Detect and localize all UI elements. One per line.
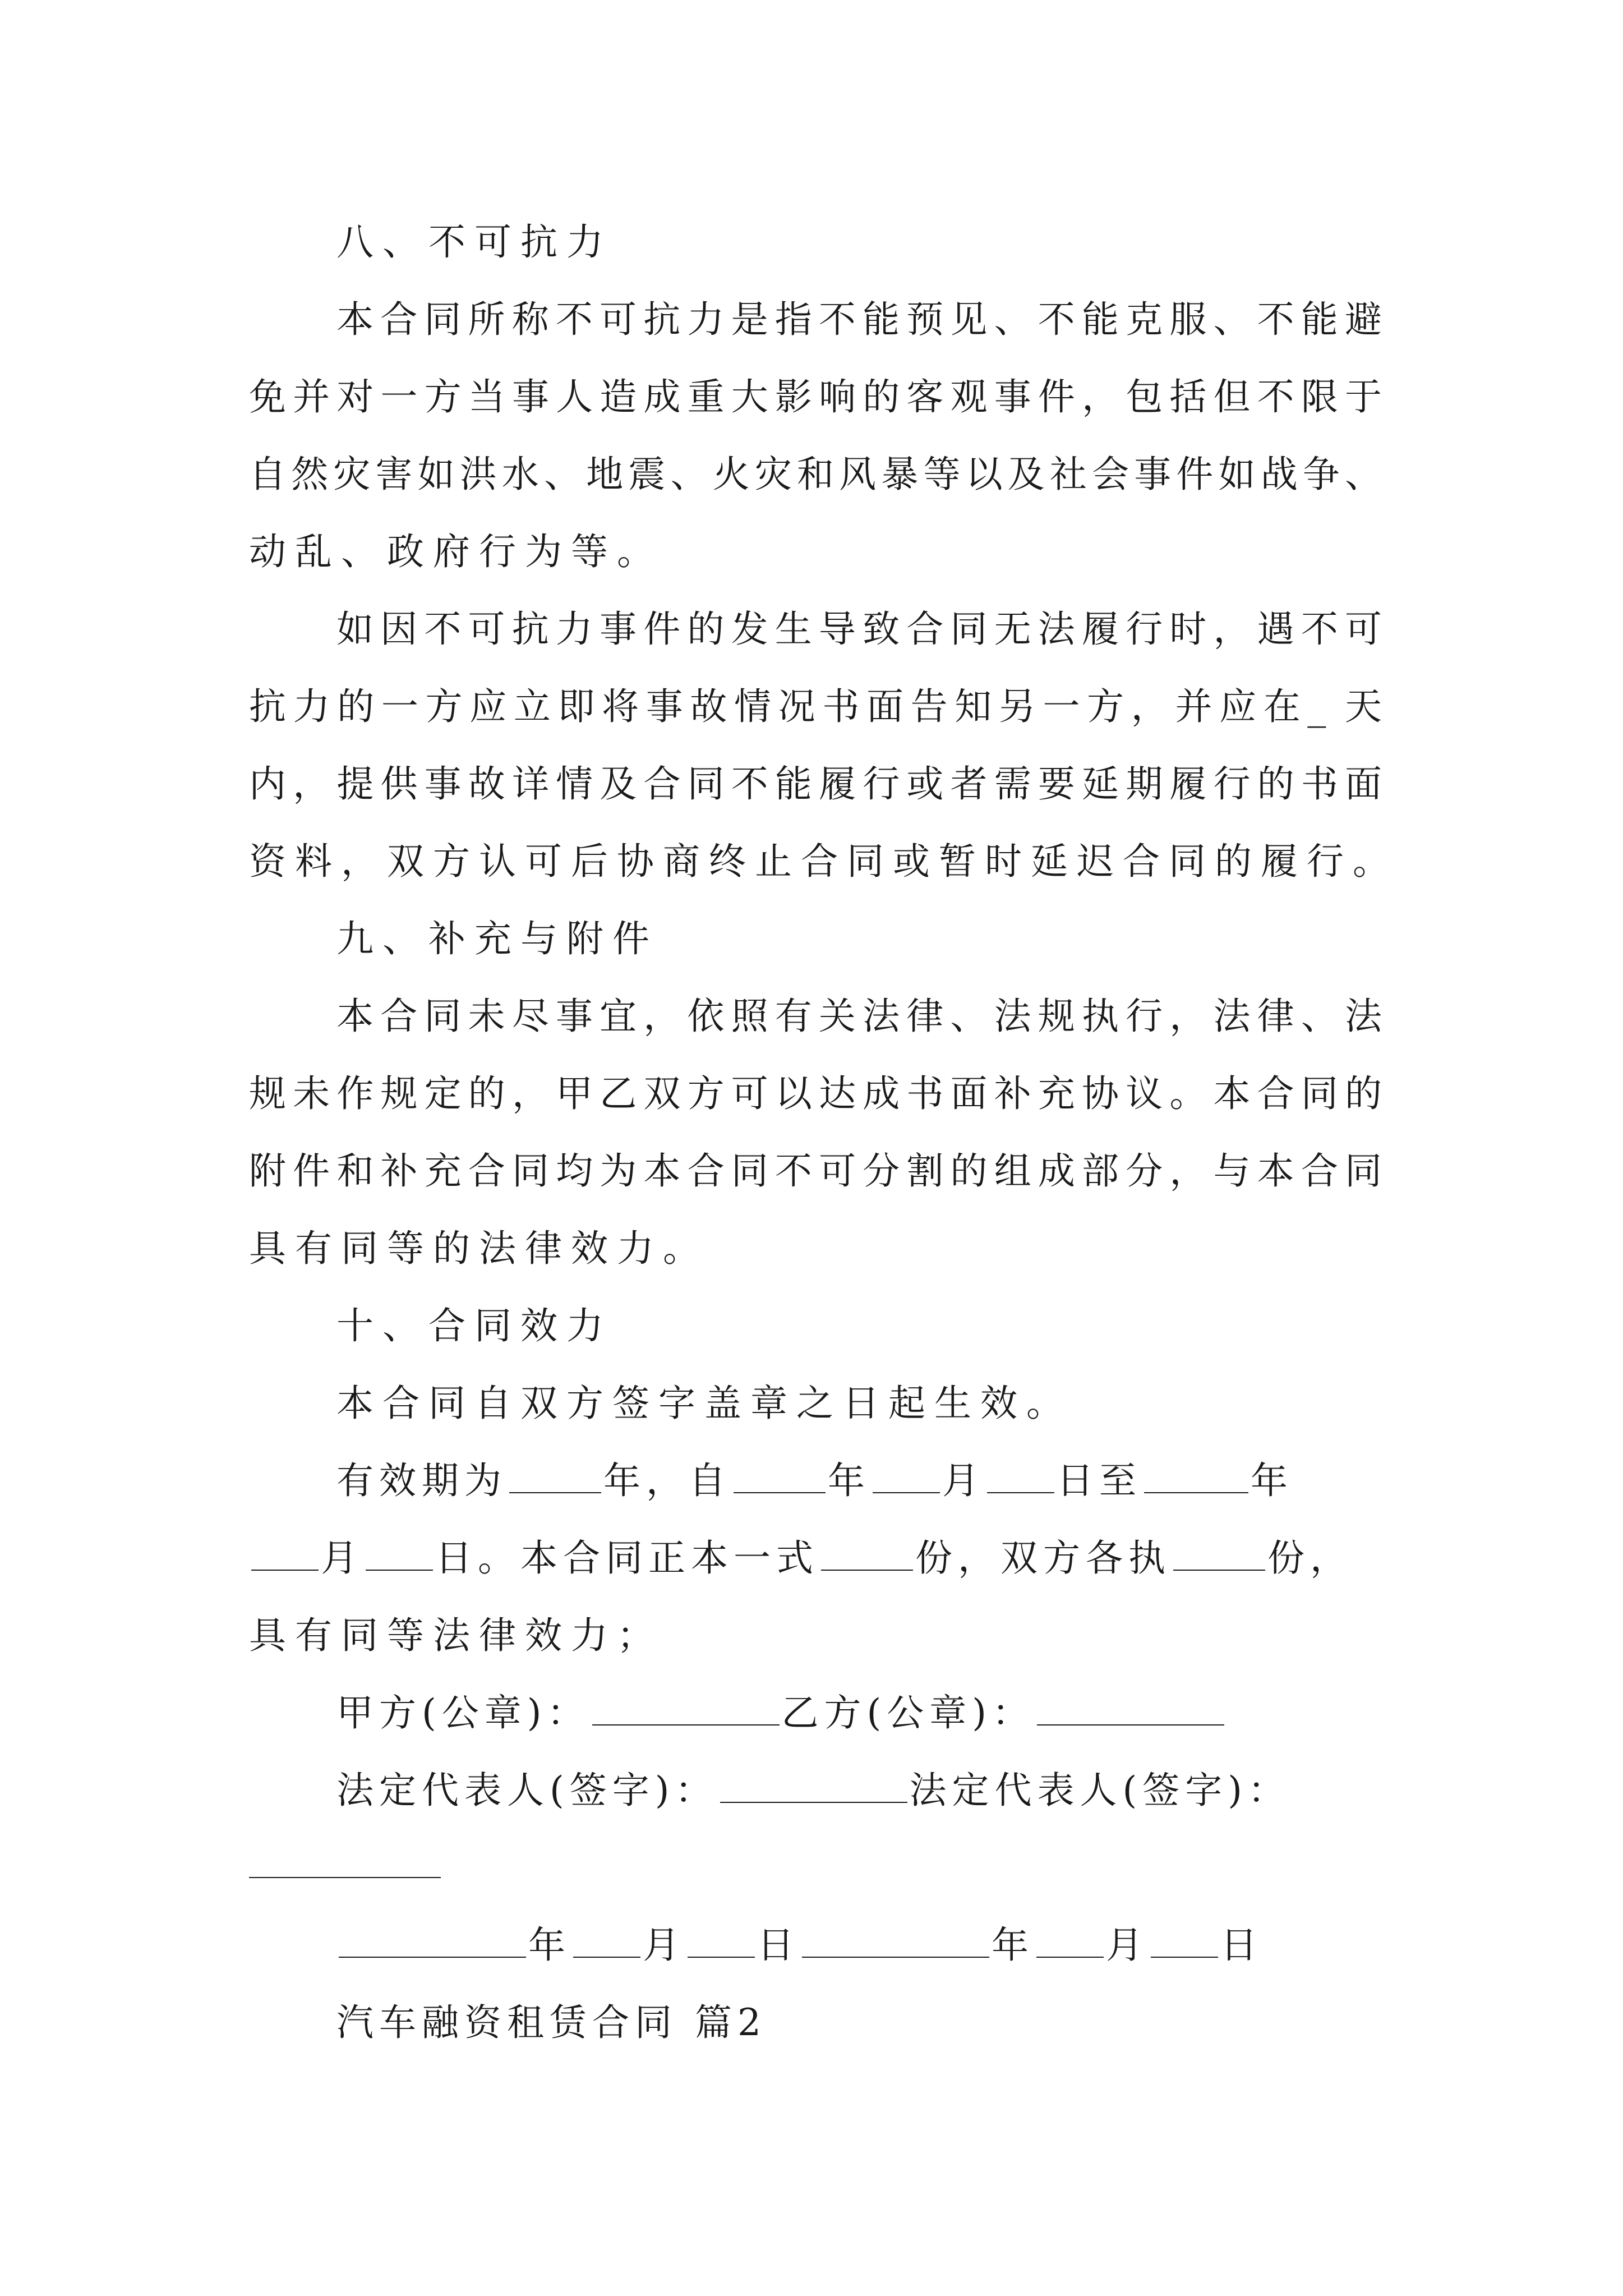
blank-field <box>1173 1536 1265 1571</box>
blank-field <box>339 1923 526 1958</box>
signature-date-line: 年 月 日 年 月 日 <box>336 1923 1263 1968</box>
rep-b-blank <box>249 1877 441 1878</box>
blank-field <box>1151 1923 1218 1958</box>
blank-field <box>821 1536 913 1571</box>
signature-line-party <box>336 1691 1227 1736</box>
blank-field <box>1144 1458 1248 1493</box>
paragraph-line: 具有同等法律效力； <box>249 1614 663 1657</box>
validity-line-1: 有效期为 年，自 年 月 日至 年 <box>336 1459 1293 1502</box>
paragraph-line: 本合同自双方签字盖章之日起生效。 <box>336 1382 1072 1425</box>
party-a-label: 甲方(公章)： <box>336 1691 590 1734</box>
party-a-blank <box>592 1691 780 1726</box>
blank-field <box>509 1458 601 1493</box>
blank-field <box>873 1458 940 1493</box>
blank-field <box>802 1923 989 1958</box>
paragraph-line: 内，提供事故详情及合同不能履行或者需要延期履行的书面 <box>249 762 1382 806</box>
paragraph-line: 本合同未尽事宜，依照有关法律、法规执行，法律、法 <box>336 995 1382 1038</box>
paragraph-line: 抗力的一方应立即将事故情况书面告知另一方，并应在_ 天 <box>249 685 1382 728</box>
blank-field <box>1036 1923 1104 1958</box>
paragraph-line: 免并对一方当事人造成重大影响的客观事件，包括但不限于 <box>249 375 1382 418</box>
rep-a-label: 法定代表人(签字)： <box>336 1769 718 1812</box>
blank-field <box>688 1923 755 1958</box>
paragraph-line: 规未作规定的，甲乙双方可以达成书面补充协议。本合同的 <box>249 1072 1382 1115</box>
paragraph-line: 动乱、政府行为等。 <box>249 530 663 573</box>
section-heading: 九、补充与附件 <box>336 917 658 960</box>
blank-field <box>366 1536 433 1571</box>
section-heading: 八、不可抗力 <box>336 220 612 264</box>
paragraph-line: 本合同所称不可抗力是指不能预见、不能克服、不能避 <box>336 298 1382 341</box>
blank-field <box>734 1458 826 1493</box>
validity-line-2: 月 日。本合同正本一式 份，双方各执 份， <box>249 1536 1353 1581</box>
rep-b-label: 法定代表人(签字)： <box>909 1769 1290 1812</box>
paragraph-line: 资料，双方认可后协商终止合同或暂时延迟合同的履行。 <box>249 840 1399 883</box>
party-b-label: 乙方(公章)： <box>781 1691 1035 1734</box>
rep-a-blank <box>720 1768 907 1803</box>
next-section-title: 汽车融资租赁合同 篇2 <box>336 2001 767 2044</box>
section-heading: 十、合同效力 <box>336 1304 612 1347</box>
paragraph-line: 具有同等的法律效力。 <box>249 1227 709 1270</box>
paragraph-line: 如因不可抗力事件的发生导致合同无法履行时，遇不可 <box>336 608 1382 651</box>
paragraph-line: 自然灾害如洪水、地震、火灾和风暴等以及社会事件如战争、 <box>249 453 1382 496</box>
signature-line-rep <box>336 1768 1290 1813</box>
blank-field <box>573 1923 640 1958</box>
party-b-blank <box>1037 1691 1224 1726</box>
paragraph-line: 附件和补充合同均为本合同不可分割的组成部分，与本合同 <box>249 1149 1382 1193</box>
blank-field <box>987 1458 1054 1493</box>
blank-field <box>251 1536 319 1571</box>
